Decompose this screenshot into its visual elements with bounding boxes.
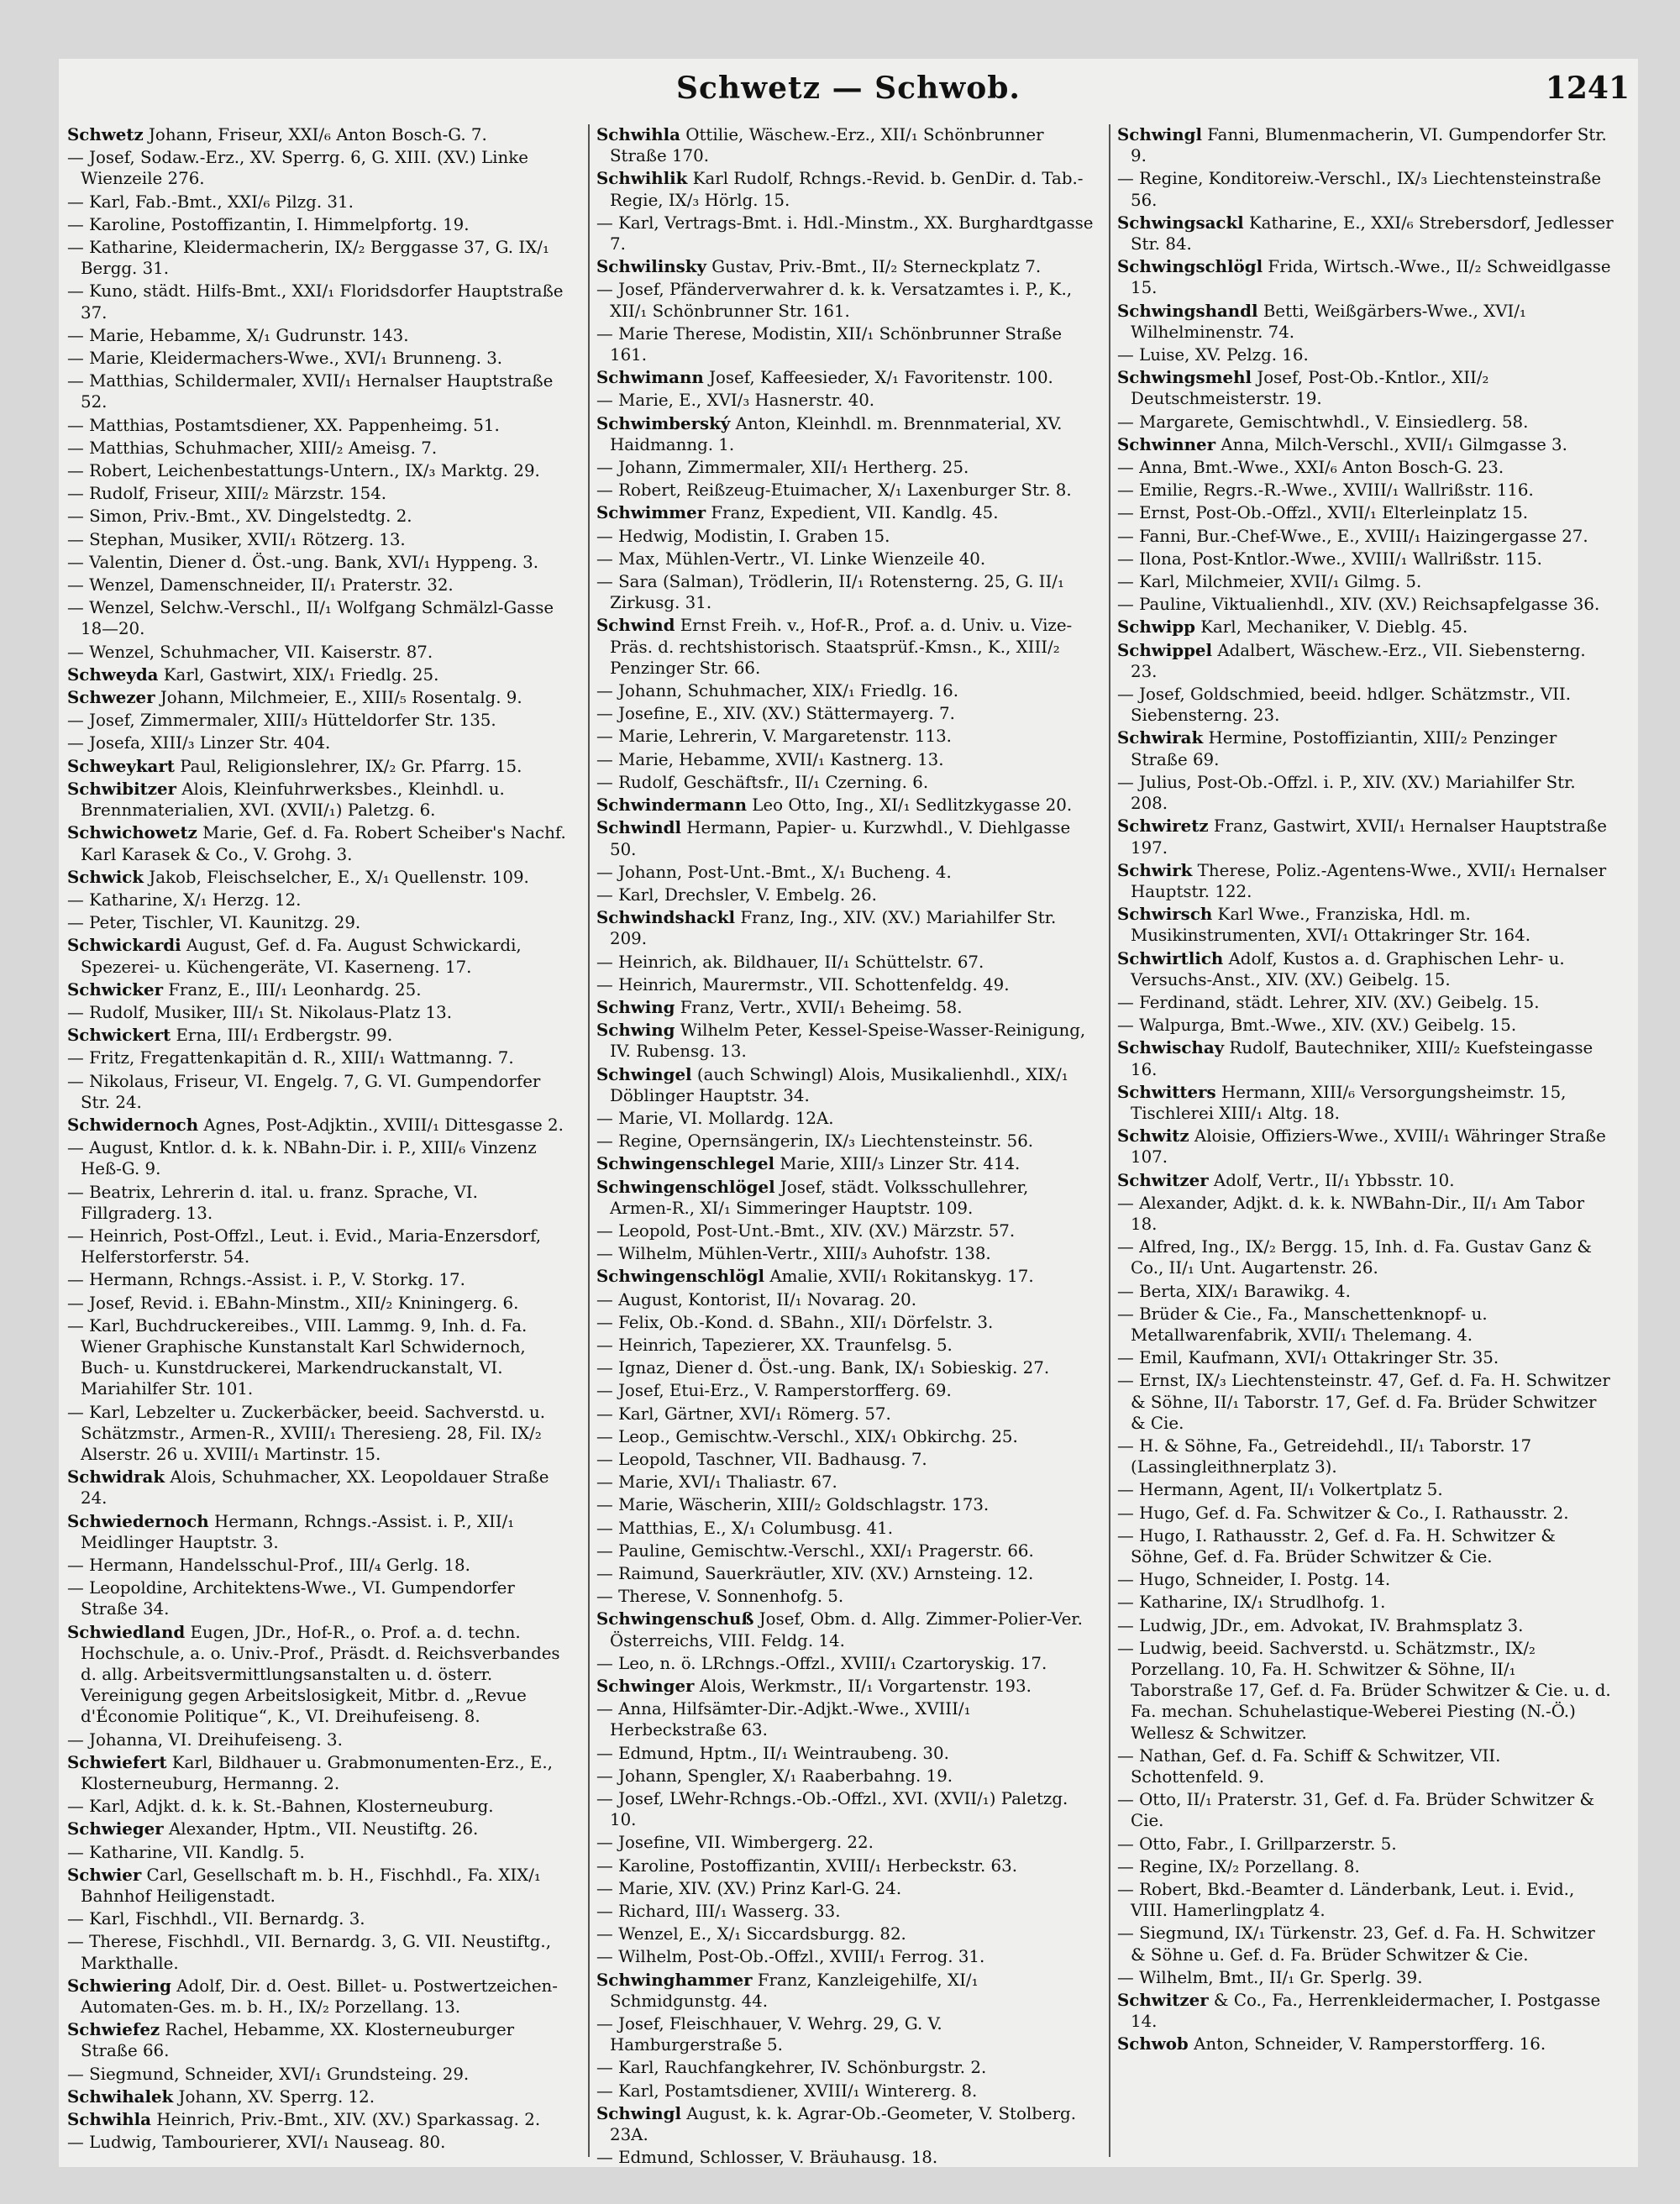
directory-entry: — Fanni, Bur.-Chef-Wwe., E., XVIII/₁ Haizingergasse 27. bbox=[1117, 526, 1588, 546]
directory-entry: — Beatrix, Lehrerin d. ital. u. franz. Sprache, VI. Fillgraderg. 13. bbox=[67, 1182, 478, 1223]
directory-entry: — Hermann, Rchngs.-Assist. i. P., V. Storkg. 17. bbox=[67, 1270, 465, 1290]
directory-entry: Schwiering Adolf, Dir. d. Oest. Billet- u. Postwertzeichen-Automaten-Ges. m. b. H., IX/₂ Porzellang. 13. bbox=[67, 1975, 558, 2018]
directory-entry: — Emil, Kaufmann, XVI/₁ Ottakringer Str. 35. bbox=[1117, 1348, 1499, 1368]
directory-entry: — Regine, Konditoreiw.-Verschl., IX/₃ Liechtensteinstraße 56. bbox=[1117, 169, 1602, 210]
page-number: 1241 bbox=[1545, 71, 1630, 106]
directory-entry: — Leopold, Taschner, VII. Badhausg. 7. bbox=[596, 1449, 927, 1469]
directory-entry: — Kuno, städt. Hilfs-Bmt., XXI/₁ Floridsdorfer Hauptstraße 37. bbox=[67, 281, 564, 323]
directory-entry: — Rudolf, Friseur, XIII/₂ Märzstr. 154. bbox=[67, 484, 387, 504]
directory-entry: — Hermann, Agent, II/₁ Volkertplatz 5. bbox=[1117, 1480, 1443, 1500]
directory-entry: — Robert, Bkd.-Beamter d. Länderbank, Leut. i. Evid., VIII. Hamerlingplatz 4. bbox=[1117, 1880, 1575, 1921]
directory-entry: Schwihla Ottilie, Wäschew.-Erz., XII/₁ Schönbrunner Straße 170. bbox=[596, 124, 1044, 166]
directory-entry: — Karl, Adjkt. d. k. k. St.-Bahnen, Klosterneuburg. bbox=[67, 1797, 494, 1817]
directory-entry: — Edmund, Schlosser, V. Bräuhausg. 18. bbox=[596, 2148, 938, 2168]
directory-entry: — Nikolaus, Friseur, VI. Engelg. 7, G. VI. Gumpendorfer Str. 24. bbox=[67, 1071, 541, 1112]
directory-entry: — Leo, n. ö. LRchngs.-Offzl., XVIII/₁ Czartoryskig. 17. bbox=[596, 1653, 1047, 1673]
directory-entry: Schwingsackl Katharine, E., XXI/₆ Strebersdorf, Jedlesser Str. 84. bbox=[1117, 212, 1614, 255]
directory-entry: — Siegmund, Schneider, XVI/₁ Grundsteing. 29. bbox=[67, 2064, 470, 2084]
directory-entry: — Karl, Lebzelter u. Zuckerbäcker, beeid. Sachverstd. u. Schätzmstr., Armen-R., XVIII/₁ Theresieng. 28, Fil. IX/₂ Alserstr. 26 u. XVIII/₁ Martinstr. 15. bbox=[67, 1402, 545, 1464]
directory-entry: — Max, Mühlen-Vertr., VI. Linke Wienzeile 40. bbox=[596, 548, 986, 569]
directory-entry: — August, Kontorist, II/₁ Novarag. 20. bbox=[596, 1289, 917, 1309]
directory-entry: — Matthias, Postamtsdiener, XX. Pappenheimg. 51. bbox=[67, 415, 500, 435]
directory-entry: Schweykart Paul, Religionslehrer, IX/₂ Gr. Pfarrg. 15. bbox=[67, 755, 522, 776]
directory-entry: — Peter, Tischler, VI. Kaunitzg. 29. bbox=[67, 913, 361, 933]
directory-entry: — Karl, Rauchfangkehrer, IV. Schönburgstr. 2. bbox=[596, 2058, 987, 2078]
directory-entry: — Wenzel, Selchw.-Verschl., II/₁ Wolfgang Schmälzl-Gasse 18—20. bbox=[67, 598, 554, 639]
directory-entry: — Robert, Leichenbestattungs-Untern., IX/₃ Marktg. 29. bbox=[67, 461, 540, 481]
directory-entry: — Ilona, Post-Kntlor.-Wwe., XVIII/₁ Wallrißstr. 115. bbox=[1117, 548, 1542, 569]
directory-entry: — Josef, Fleischhauer, V. Wehrg. 29, G. V. Hamburgerstraße 5. bbox=[596, 2014, 942, 2055]
directory-entry: Schwing Wilhelm Peter, Kessel-Speise-Wasser-Reinigung, IV. Rubensg. 13. bbox=[596, 1020, 1086, 1062]
directory-entry: — Rudolf, Geschäftsfr., II/₁ Czerning. 6. bbox=[596, 772, 929, 792]
directory-entry: Schwetz Johann, Friseur, XXI/₆ Anton Bosch-G. 7. bbox=[67, 124, 487, 144]
directory-entry: — Johann, Spengler, X/₁ Raaberbahng. 19. bbox=[596, 1766, 953, 1786]
directory-entry: — Nathan, Gef. d. Fa. Schiff & Schwitzer, VII. Schottenfeld. 9. bbox=[1117, 1745, 1501, 1787]
directory-entry: — Karoline, Postoffizantin, XVIII/₁ Herbeckstr. 63. bbox=[596, 1855, 1017, 1876]
directory-entry: Schwingsmehl Josef, Post-Ob.-Kntlor., XII/₂ Deutschmeisterstr. 19. bbox=[1117, 367, 1489, 409]
directory-entry: — Marie, XVI/₁ Thaliastr. 67. bbox=[596, 1472, 837, 1493]
directory-entry: Schwieger Alexander, Hptm., VII. Neustiftg. 26. bbox=[67, 1818, 479, 1839]
directory-entry: — Marie, Kleidermachers-Wwe., XVI/₁ Brunneng. 3. bbox=[67, 349, 503, 369]
directory-entry: — Therese, Fischhdl., VII. Bernardg. 3, G. VII. Neustiftg., Markthalle. bbox=[67, 1932, 552, 1973]
directory-entry: Schwingenschlegel Marie, XIII/₃ Linzer Str. 414. bbox=[596, 1153, 1021, 1174]
directory-entry: — Josefine, E., XIV. (XV.) Stättermayerg. 7. bbox=[596, 704, 955, 724]
directory-entry: — Katharine, VII. Kandlg. 5. bbox=[67, 1842, 305, 1862]
directory-entry: — August, Kntlor. d. k. k. NBahn-Dir. i. P., XIII/₆ Vinzenz Heß-G. 9. bbox=[67, 1138, 537, 1179]
directory-entry: Schwingenschlögl Amalie, XVII/₁ Rokitanskyg. 17. bbox=[596, 1266, 1034, 1287]
directory-entry: Schwiefez Rachel, Hebamme, XX. Klosterneuburger Straße 66. bbox=[67, 2019, 515, 2061]
directory-entry: — Josef, Goldschmied, beeid. hdlger. Schätzmstr., VII. Siebensterng. 23. bbox=[1117, 685, 1571, 726]
directory-entry: Schwitzer & Co., Fa., Herrenkleidermacher, I. Postgasse 14. bbox=[1117, 1990, 1601, 2032]
directory-entry: — Anna, Bmt.-Wwe., XXI/₆ Anton Bosch-G. 23. bbox=[1117, 458, 1504, 478]
directory-entry: — Heinrich, ak. Bildhauer, II/₁ Schüttelstr. 67. bbox=[596, 952, 984, 972]
directory-entry: — Felix, Ob.-Kond. d. SBahn., XII/₁ Dörfelstr. 3. bbox=[596, 1312, 994, 1332]
directory-entry: — Rudolf, Musiker, III/₁ St. Nikolaus-Platz 13. bbox=[67, 1002, 452, 1022]
directory-entry: — Marie, XIV. (XV.) Prinz Karl-G. 24. bbox=[596, 1878, 902, 1898]
directory-entry: — Johanna, VI. Dreihufeiseng. 3. bbox=[67, 1729, 343, 1750]
directory-entry: — Karl, Gärtner, XVI/₁ Römerg. 57. bbox=[596, 1404, 891, 1424]
directory-entry: — Ferdinand, städt. Lehrer, XIV. (XV.) Geibelg. 15. bbox=[1117, 992, 1540, 1012]
directory-entry: Schwing Franz, Vertr., XVII/₁ Beheimg. 58. bbox=[596, 996, 963, 1017]
directory-entry: Schwirak Hermine, Postoffiziantin, XIII/₂ Penzinger Straße 69. bbox=[1117, 727, 1557, 769]
directory-entry: — Julius, Post-Ob.-Offzl. i. P., XIV. (XV.) Mariahilfer Str. 208. bbox=[1117, 772, 1576, 814]
directory-entry: — Josefa, XIII/₃ Linzer Str. 404. bbox=[67, 733, 331, 753]
directory-entry: — Wenzel, Damenschneider, II/₁ Praterstr. 32. bbox=[67, 575, 454, 596]
directory-entry: — Margarete, Gemischtwhdl., V. Einsiedlerg. 58. bbox=[1117, 412, 1529, 432]
directory-entry: — Ludwig, beeid. Sachverstd. u. Schätzmstr., IX/₂ Porzellang. 10, Fa. H. Schwitzer & Söhne, II/₁ Taborstraße 17, Gef. d. Fa. Brüder Schwitzer & Cie. u. d. Fa. mechan. Schuhelastique-Weberei Piesting (N.-Ö.) Wellesz & Schwitzer. bbox=[1117, 1638, 1611, 1743]
directory-page bbox=[59, 59, 1638, 2167]
directory-entry: — Edmund, Hptm., II/₁ Weintraubeng. 30. bbox=[596, 1743, 949, 1763]
running-head: Schwetz — Schwob. bbox=[676, 71, 1021, 106]
directory-entry: Schwingl August, k. k. Agrar-Ob.-Geometer, V. Stolberg. 23A. bbox=[596, 2102, 1076, 2145]
directory-entry: Schwihla Heinrich, Priv.-Bmt., XIV. (XV.) Sparkassag. 2. bbox=[67, 2109, 541, 2130]
directory-entry: — Hugo, Schneider, I. Postg. 14. bbox=[1117, 1570, 1391, 1590]
directory-entry: — Matthias, Schildermaler, XVII/₁ Hernalser Hauptstraße 52. bbox=[67, 371, 554, 412]
directory-entry: — Marie Therese, Modistin, XII/₁ Schönbrunner Straße 161. bbox=[596, 323, 1063, 365]
directory-entry: — Alfred, Ing., IX/₂ Bergg. 15, Inh. d. Fa. Gustav Ganz & Co., II/₁ Unt. Augartenstr. 26. bbox=[1117, 1237, 1593, 1278]
directory-entry: Schwick Jakob, Fleischselcher, E., X/₁ Quellenstr. 109. bbox=[67, 866, 529, 887]
directory-entry: — Stephan, Musiker, XVII/₁ Rötzerg. 13. bbox=[67, 529, 406, 549]
directory-entry: Schwinghammer Franz, Kanzleigehilfe, XI/₁ Schmidgunstg. 44. bbox=[596, 1969, 979, 2011]
directory-entry: — Ludwig, JDr., em. Advokat, IV. Brahmsplatz 3. bbox=[1117, 1615, 1524, 1635]
directory-entry: Schwimmer Franz, Expedient, VII. Kandlg. 45. bbox=[596, 502, 999, 523]
directory-entry: Schwingshandl Betti, Weißgärbers-Wwe., XVI/₁ Wilhelminenstr. 74. bbox=[1117, 300, 1526, 342]
directory-entry: — Josef, Sodaw.-Erz., XV. Sperrg. 6, G. XIII. (XV.) Linke Wienzeile 276. bbox=[67, 148, 528, 189]
directory-entry: Schwind Ernst Freih. v., Hof-R., Prof. a. d. Univ. u. Vize-Präs. d. rechtshistorisch. Staatsprüf.-Kmsn., K., XIII/₂ Penzinger Str. 66. bbox=[596, 615, 1073, 678]
directory-entry: — Otto, II/₁ Praterstr. 31, Gef. d. Fa. Brüder Schwitzer & Cie. bbox=[1117, 1790, 1595, 1831]
directory-entry: Schwidernoch Agnes, Post-Adjktin., XVIII/₁ Dittesgasse 2. bbox=[67, 1114, 564, 1135]
directory-entry: Schwibitzer Alois, Kleinfuhrwerksbes., Kleinhdl. u. Brennmaterialien, XVI. (XVII/₁) Paletzg. 6. bbox=[67, 778, 505, 821]
directory-entry: Schwirsch Karl Wwe., Franziska, Hdl. m. Musikinstrumenten, XVI/₁ Ottakringer Str. 164. bbox=[1117, 904, 1530, 946]
directory-entry: — Pauline, Viktualienhdl., XIV. (XV.) Reichsapfelgasse 36. bbox=[1117, 595, 1600, 615]
column-3 bbox=[1109, 124, 1614, 2157]
directory-entry: Schwicker Franz, E., III/₁ Leonhardg. 25. bbox=[67, 979, 422, 1000]
directory-entry: Schwischay Rudolf, Bautechniker, XIII/₂ Kuefsteingasse 16. bbox=[1117, 1037, 1593, 1079]
directory-entry: — Karl, Fab.-Bmt., XXI/₆ Pilzg. 31. bbox=[67, 192, 354, 212]
directory-entry: Schwingenschlögel Josef, städt. Volksschullehrer, Armen-R., XI/₁ Simmeringer Hauptstr. 109. bbox=[596, 1176, 1029, 1218]
directory-entry: Schweyda Karl, Gastwirt, XIX/₁ Friedlg. 25. bbox=[67, 664, 439, 685]
directory-entry: — Hugo, I. Rathausstr. 2, Gef. d. Fa. H. Schwitzer & Söhne, Gef. d. Fa. Brüder Schwitzer & Cie. bbox=[1117, 1525, 1556, 1566]
directory-entry: Schwier Carl, Gesellschaft m. b. H., Fischhdl., Fa. XIX/₁ Bahnhof Heiligenstadt. bbox=[67, 1864, 541, 1907]
directory-entry: — Karl, Postamtsdiener, XVIII/₁ Wintererg. 8. bbox=[596, 2081, 978, 2101]
directory-entry: — Katharine, IX/₁ Strudlhofg. 1. bbox=[1117, 1593, 1386, 1613]
column-1 bbox=[67, 124, 571, 2157]
directory-entry: Schwindshackl Franz, Ing., XIV. (XV.) Mariahilfer Str. 209. bbox=[596, 907, 1057, 949]
directory-entry: — Josef, LWehr-Rchngs.-Ob.-Offzl., XVI. (XVII/₁) Paletzg. 10. bbox=[596, 1789, 1068, 1830]
directory-entry: Schwingel (auch Schwingl) Alois, Musikalienhdl., XIX/₁ Döblinger Hauptstr. 34. bbox=[596, 1063, 1068, 1105]
directory-entry: Schwimann Josef, Kaffeesieder, X/₁ Favoritenstr. 100. bbox=[596, 367, 1053, 388]
directory-entry: Schwitzer Adolf, Vertr., II/₁ Ybbsstr. 10. bbox=[1117, 1169, 1455, 1190]
directory-entry: — Ignaz, Diener d. Öst.-ung. Bank, IX/₁ Sobieskig. 27. bbox=[596, 1358, 1050, 1378]
column-2 bbox=[588, 124, 1094, 2168]
directory-entry: — Regine, IX/₂ Porzellang. 8. bbox=[1117, 1856, 1360, 1876]
directory-entry: — Josef, Pfänderverwahrer d. k. k. Versatzamtes i. P., K., XII/₁ Schönbrunner Str. 161. bbox=[596, 280, 1073, 321]
directory-entry: — Marie, VI. Mollardg. 12A. bbox=[596, 1108, 834, 1128]
directory-entry: — Ernst, Post-Ob.-Offzl., XVII/₁ Elterleinplatz 15. bbox=[1117, 503, 1529, 523]
directory-entry: Schwindermann Leo Otto, Ing., XI/₁ Sedlitzkygasse 20. bbox=[596, 795, 1073, 816]
directory-entry: — Walpurga, Bmt.-Wwe., XIV. (XV.) Geibelg. 15. bbox=[1117, 1015, 1517, 1036]
directory-entry: Schwingl Fanni, Blumenmacherin, VI. Gumpendorfer Str. 9. bbox=[1117, 124, 1607, 166]
directory-entry: — Karl, Vertrags-Bmt. i. Hdl.-Minstm., XX. Burghardtgasse 7. bbox=[596, 213, 1094, 255]
directory-entry: Schwihalek Johann, XV. Sperrg. 12. bbox=[67, 2086, 375, 2107]
directory-entry: Schwiefert Karl, Bildhauer u. Grabmonumenten-Erz., E., Klosterneuburg, Hermanng. 2. bbox=[67, 1751, 553, 1794]
directory-entry: Schwinger Alois, Werkmstr., II/₁ Vorgartenstr. 193. bbox=[596, 1676, 1032, 1697]
directory-entry: — Leopold, Post-Unt.-Bmt., XIV. (XV.) Märzstr. 57. bbox=[596, 1220, 1016, 1241]
directory-entry: — Regine, Opernsängerin, IX/₃ Liechtensteinstr. 56. bbox=[596, 1131, 1034, 1152]
directory-entry: Schwirtlich Adolf, Kustos a. d. Graphischen Lehr- u. Versuchs-Anst., XIV. (XV.) Geibelg. 15. bbox=[1117, 947, 1565, 989]
directory-entry: Schwiedland Eugen, JDr., Hof-R., o. Prof. a. d. techn. Hochschule, a. o. Univ.-Prof., Präsdt. d. Reichsverbandes d. allg. Arbeitsvermittlungsanstalten u. d. österr. Vereinigung gegen Arbeitslosigkeit, Mitbr. d. „Revue d'Économie Politique“, K., VI. Dreihufeiseng. 8. bbox=[67, 1621, 560, 1727]
directory-entry: — Raimund, Sauerkräutler, XIV. (XV.) Arnsteing. 12. bbox=[596, 1564, 1034, 1583]
directory-entry: — Siegmund, IX/₁ Türkenstr. 23, Gef. d. Fa. H. Schwitzer & Söhne u. Gef. d. Fa. Brüder Schwitzer & Cie. bbox=[1117, 1923, 1595, 1965]
directory-entry: — Ernst, IX/₃ Liechtensteinstr. 47, Gef. d. Fa. H. Schwitzer & Söhne, II/₁ Taborstr. 17, Gef. d. Fa. Brüder Schwitzer & Cie. bbox=[1117, 1371, 1610, 1433]
directory-entry: — Josef, Zimmermaler, XIII/₃ Hütteldorfer Str. 135. bbox=[67, 711, 496, 731]
directory-entry: — Luise, XV. Pelzg. 16. bbox=[1117, 345, 1309, 365]
directory-entry: — Alexander, Adjkt. d. k. k. NWBahn-Dir., II/₁ Am Tabor 18. bbox=[1117, 1193, 1585, 1234]
directory-entry: Schwiretz Franz, Gastwirt, XVII/₁ Hernalser Hauptstraße 197. bbox=[1117, 816, 1607, 858]
directory-entry: — Berta, XIX/₁ Barawikg. 4. bbox=[1117, 1281, 1351, 1301]
directory-entry: — Josef, Etui-Erz., V. Ramperstorfferg. 69. bbox=[596, 1381, 952, 1401]
directory-entry: — Brüder & Cie., Fa., Manschettenknopf- u. Metallwarenfabrik, XVII/₁ Thelemang. 4. bbox=[1117, 1304, 1488, 1345]
directory-entry: — Wilhelm, Post-Ob.-Offzl., XVIII/₁ Ferrog. 31. bbox=[596, 1947, 985, 1967]
directory-entry: Schwindl Hermann, Papier- u. Kurzwhdl., V. Diehlgasse 50. bbox=[596, 817, 1071, 859]
directory-entry: Schwippel Adalbert, Wäschew.-Erz., VII. Siebensterng. 23. bbox=[1117, 639, 1586, 681]
page-header bbox=[59, 66, 1638, 116]
directory-entry: Schwickert Erna, III/₁ Erdbergstr. 99. bbox=[67, 1025, 393, 1046]
directory-entry: — Wenzel, E., X/₁ Siccardsburgg. 82. bbox=[596, 1924, 906, 1944]
directory-entry: — Karl, Milchmeier, XVII/₁ Gilmg. 5. bbox=[1117, 572, 1422, 592]
directory-entry: Schwilinsky Gustav, Priv.-Bmt., II/₂ Sterneckplatz 7. bbox=[596, 256, 1042, 277]
directory-entry: — Karl, Fischhdl., VII. Bernardg. 3. bbox=[67, 1909, 365, 1929]
directory-entry: — Fritz, Fregattenkapitän d. R., XIII/₁ Wattmanng. 7. bbox=[67, 1048, 514, 1068]
directory-entry: — H. & Söhne, Fa., Getreidehdl., II/₁ Taborstr. 17 (Lassingleithnerplatz 3). bbox=[1117, 1435, 1532, 1477]
directory-entry: Schwiedernoch Hermann, Rchngs.-Assist. i. P., XII/₁ Meidlinger Hauptstr. 3. bbox=[67, 1510, 515, 1552]
directory-entry: Schwimberský Anton, Kleinhdl. m. Brennmaterial, XV. Haidmanng. 1. bbox=[596, 412, 1063, 454]
directory-entry: — Heinrich, Tapezierer, XX. Traunfelsg. 5. bbox=[596, 1335, 953, 1355]
directory-entry: Schwezer Johann, Milchmeier, E., XIII/₅ Rosentalg. 9. bbox=[67, 687, 522, 708]
directory-entry: — Leopoldine, Architektens-Wwe., VI. Gumpendorfer Straße 34. bbox=[67, 1578, 515, 1619]
directory-entry: Schwipp Karl, Mechaniker, V. Dieblg. 45. bbox=[1117, 617, 1468, 638]
directory-entry: — Marie, Lehrerin, V. Margaretenstr. 113. bbox=[596, 727, 952, 747]
directory-entry: — Otto, Fabr., I. Grillparzerstr. 5. bbox=[1117, 1834, 1397, 1854]
directory-entry: — Leop., Gemischtw.-Verschl., XIX/₁ Obkirchg. 25. bbox=[596, 1426, 1018, 1446]
directory-entry: Schwihlik Karl Rudolf, Rchngs.-Revid. b. GenDir. d. Tab.-Regie, IX/₃ Hörlg. 15. bbox=[596, 168, 1084, 210]
directory-entry: — Heinrich, Maurermstr., VII. Schottenfeldg. 49. bbox=[596, 974, 1010, 994]
directory-entry: — Johann, Zimmermaler, XII/₁ Hertherg. 25. bbox=[596, 458, 969, 478]
directory-entry: — Valentin, Diener d. Öst.-ung. Bank, XVI/₁ Hyppeng. 3. bbox=[67, 552, 539, 572]
directory-entry: — Marie, Wäscherin, XIII/₂ Goldschlagstr. 173. bbox=[596, 1495, 990, 1515]
directory-entry: — Marie, Hebamme, XVII/₁ Kastnerg. 13. bbox=[596, 749, 944, 769]
directory-entry: — Hugo, Gef. d. Fa. Schwitzer & Co., I. Rathausstr. 2. bbox=[1117, 1503, 1569, 1523]
directory-entry: — Hermann, Handelsschul-Prof., III/₄ Gerlg. 18. bbox=[67, 1556, 470, 1575]
directory-entry: — Anna, Hilfsämter-Dir.-Adjkt.-Wwe., XVIII/₁ Herbeckstraße 63. bbox=[596, 1699, 971, 1740]
directory-entry: — Pauline, Gemischtw.-Verschl., XXI/₁ Pragerstr. 66. bbox=[596, 1540, 1034, 1561]
directory-entry: — Matthias, Schuhmacher, XIII/₂ Ameisg. 7. bbox=[67, 438, 438, 458]
directory-entry: — Josef, Revid. i. EBahn-Minstm., XII/₂ Kniningerg. 6. bbox=[67, 1293, 519, 1313]
directory-entry: Schwingenschuß Josef, Obm. d. Allg. Zimmer-Polier-Ver. Österreichs, VIII. Feldg. 14. bbox=[596, 1608, 1083, 1650]
directory-entry: — Josefine, VII. Wimbergerg. 22. bbox=[596, 1833, 874, 1853]
directory-entry: — Sara (Salman), Trödlerin, II/₁ Rotensterng. 25, G. II/₁ Zirkusg. 31. bbox=[596, 572, 1064, 613]
directory-entry: Schwinner Anna, Milch-Verschl., XVII/₁ Gilmgasse 3. bbox=[1117, 433, 1567, 454]
directory-entry: — Matthias, E., X/₁ Columbusg. 41. bbox=[596, 1518, 893, 1538]
columns bbox=[67, 124, 1630, 2168]
directory-entry: — Richard, III/₁ Wasserg. 33. bbox=[596, 1902, 841, 1922]
directory-entry: — Emilie, Regrs.-R.-Wwe., XVIII/₁ Wallrißstr. 116. bbox=[1117, 480, 1534, 501]
directory-entry: Schwitters Hermann, XIII/₆ Versorgungsheimstr. 15, Tischlerei XIII/₁ Altg. 18. bbox=[1117, 1081, 1567, 1123]
directory-entry: — Robert, Reißzeug-Etuimacher, X/₁ Laxenburger Str. 8. bbox=[596, 480, 1072, 501]
directory-entry: Schwitz Aloisie, Offiziers-Wwe., XVIII/₁ Währinger Straße 107. bbox=[1117, 1126, 1606, 1168]
directory-entry: Schwidrak Alois, Schuhmacher, XX. Leopoldauer Straße 24. bbox=[67, 1467, 549, 1509]
directory-entry: — Johann, Post-Unt.-Bmt., X/₁ Bucheng. 4. bbox=[596, 862, 952, 882]
directory-entry: — Wenzel, Schuhmacher, VII. Kaiserstr. 87. bbox=[67, 642, 433, 662]
directory-entry: — Hedwig, Modistin, I. Graben 15. bbox=[596, 526, 890, 546]
directory-entry: — Heinrich, Post-Offzl., Leut. i. Evid., Maria-Enzersdorf, Helferstorferstr. 54. bbox=[67, 1225, 541, 1267]
directory-entry: — Karoline, Postoffizantin, I. Himmelpfortg. 19. bbox=[67, 214, 470, 234]
directory-entry: — Marie, Hebamme, X/₁ Gudrunstr. 143. bbox=[67, 325, 409, 345]
directory-entry: — Therese, V. Sonnenhofg. 5. bbox=[596, 1587, 844, 1607]
directory-entry: — Karl, Buchdruckereibes., VIII. Lammg. 9, Inh. d. Fa. Wiener Graphische Kunstanstalt Karl Schwidernoch, Buch- u. Kunstdruckerei, Markendruckanstalt, VI. Mariahilfer Str. 101. bbox=[67, 1315, 528, 1399]
directory-entry: — Ludwig, Tambourierer, XVI/₁ Nauseag. 80. bbox=[67, 2133, 446, 2153]
directory-entry: Schwob Anton, Schneider, V. Ramperstorfferg. 16. bbox=[1117, 2033, 1546, 2054]
directory-entry: — Karl, Drechsler, V. Embelg. 26. bbox=[596, 884, 877, 905]
directory-entry: — Wilhelm, Bmt., II/₁ Gr. Sperlg. 39. bbox=[1117, 1967, 1423, 1987]
directory-entry: — Johann, Schuhmacher, XIX/₁ Friedlg. 16. bbox=[596, 681, 959, 701]
directory-entry: Schwingschlögl Frida, Wirtsch.-Wwe., II/₂ Schweidlgasse 15. bbox=[1117, 256, 1611, 298]
directory-entry: Schwickardi August, Gef. d. Fa. August Schwickardi, Spezerei- u. Küchengeräte, VI. Kaserneng. 17. bbox=[67, 935, 522, 977]
directory-entry: Schwirk Therese, Poliz.-Agentens-Wwe., XVII/₁ Hernalser Hauptstr. 122. bbox=[1117, 859, 1607, 901]
directory-entry: — Katharine, X/₁ Herzg. 12. bbox=[67, 889, 302, 910]
directory-entry: — Marie, E., XVI/₃ Hasnerstr. 40. bbox=[596, 391, 875, 411]
directory-entry: — Katharine, Kleidermacherin, IX/₂ Berggasse 37, G. IX/₁ Bergg. 31. bbox=[67, 238, 549, 279]
directory-entry: Schwichowetz Marie, Gef. d. Fa. Robert Scheiber's Nachf. Karl Karasek & Co., V. Grohg. 3. bbox=[67, 822, 566, 864]
directory-entry: — Wilhelm, Mühlen-Vertr., XIII/₃ Auhofstr. 138. bbox=[596, 1244, 991, 1264]
directory-entry: — Simon, Priv.-Bmt., XV. Dingelstedtg. 2. bbox=[67, 506, 412, 527]
